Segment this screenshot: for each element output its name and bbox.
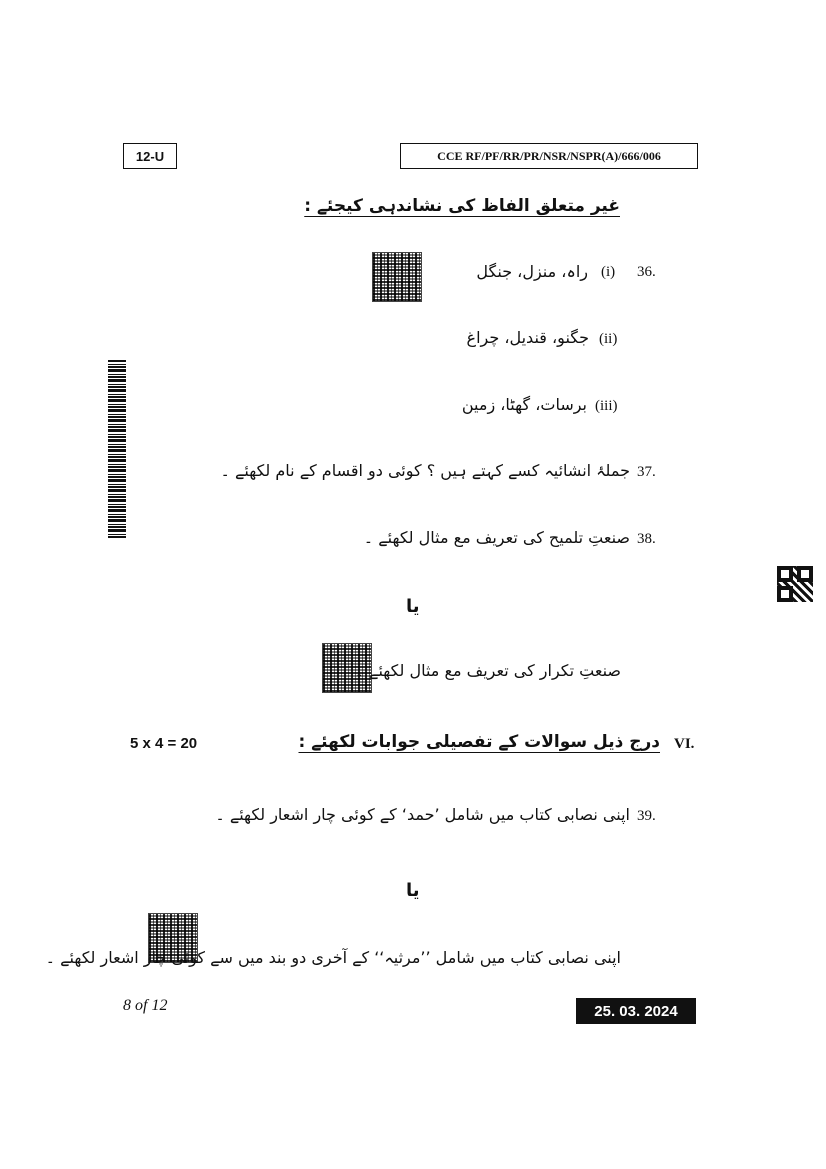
question-text-38-alternative: صنعتِ تکرار کی تعریف مع مثال لکھئے ۔ (354, 661, 621, 680)
section-heading: غیر متعلق الفاظ کی نشاندہی کیجئے : (304, 196, 620, 216)
question-number-36: 36. (637, 264, 656, 280)
subject-code: 12-U (135, 148, 165, 164)
item-text-ii: جگنو، قندیل، چراغ (466, 328, 589, 347)
question-number-38: 38. (637, 531, 656, 547)
question-text-39-alternative: اپنی نصابی کتاب میں شامل ’’مرثیہ‘‘ کے آخری دو بند میں سے کوئی چار اشعار لکھئے ۔ (45, 948, 621, 967)
item-text-iii: برسات، گھٹا، زمین (461, 395, 587, 414)
section-heading-vi: درج ذیل سوالات کے تفصیلی جوابات لکھئے : (298, 732, 660, 752)
qr-code-icon (777, 566, 813, 602)
paper-code: CCE RF/PF/RR/PR/NSR/NSPR(A)/666/006 (437, 148, 661, 163)
question-text-39: اپنی نصابی کتاب میں شامل ’حمد‘ کے کوئی چار اشعار لکھئے ۔ (215, 805, 630, 824)
qr-code-icon (372, 252, 422, 302)
question-text-37: جملۂ انشائیہ کسے کہتے ہیں ؟ کوئی دو اقسام کے نام لکھئے ۔ (220, 461, 630, 480)
subject-code-box (123, 143, 177, 169)
item-label-iii: (iii) (595, 398, 618, 414)
question-number-37: 37. (637, 464, 656, 480)
barcode-icon (108, 360, 126, 538)
or-separator: یا (406, 596, 420, 617)
paper-code-box (400, 143, 698, 169)
item-text-i: راہ، منزل، جنگل (476, 262, 588, 281)
exam-date-box (576, 998, 696, 1024)
exam-date: 25. 03. 2024 (594, 1002, 678, 1020)
or-separator: یا (406, 880, 420, 901)
question-number-39: 39. (637, 808, 656, 824)
question-text-38: صنعتِ تلمیح کی تعریف مع مثال لکھئے ۔ (363, 528, 630, 547)
section-number: VI. (674, 736, 695, 752)
page-number: 8 of 12 (123, 997, 168, 1014)
item-label-i: (i) (601, 264, 616, 280)
section-marks: 5 x 4 = 20 (130, 735, 198, 752)
item-label-ii: (ii) (599, 331, 618, 347)
